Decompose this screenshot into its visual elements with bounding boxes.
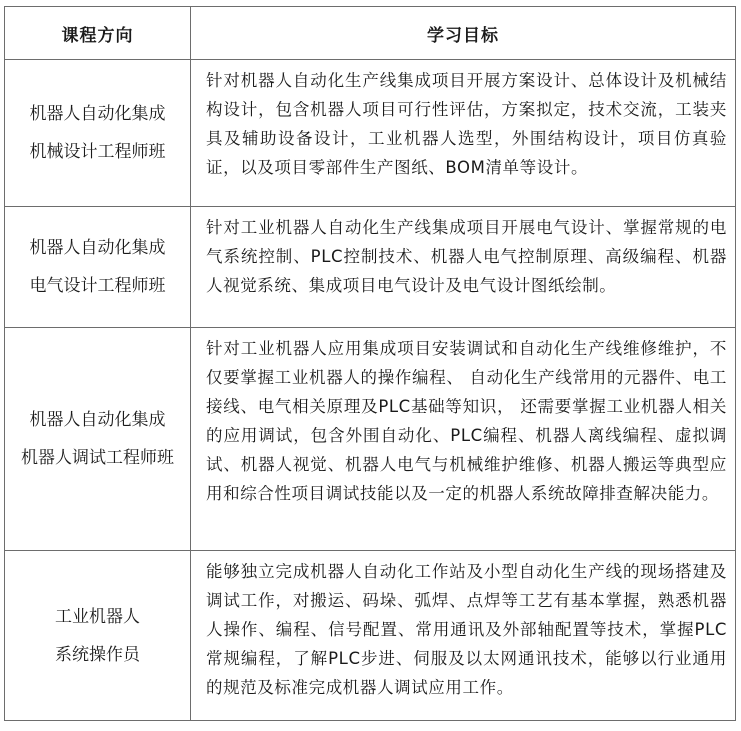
course-goal: 针对工业机器人应用集成项目安装调试和自动化生产线维修维护，不仅要掌握工业机器人的操作编程、 自动化生产线常用的元器件、电工接线、电气相关原理及PLC基础等知识， 还需要掌握工业机器人相关的应用调试，包含外围自动化、PLC编程、机器人离线编程、虚拟调试、机器人视觉、机器人电气与机械维护维修、机器人搬运等典型应用和综合性项目调试技能以及一定的机器人系统故障排查解决能力。	[206, 339, 727, 503]
header-goal: 学习目标	[427, 25, 499, 46]
course-goal: 针对机器人自动化生产线集成项目开展方案设计、总体设计及机械结构设计，包含机器人项目可行性评估，方案拟定，技术交流，工装夹具及辅助设备设计，工业机器人选型，外围结构设计，项目仿真验证，以及项目零部件生产图纸、BOM清单等设计。	[206, 71, 727, 177]
course-name: 工业机器人 系统操作员	[5, 551, 191, 720]
table-row	[5, 59, 735, 206]
course-table	[4, 6, 736, 721]
course-name: 机器人自动化集成 机器人调试工程师班	[5, 328, 191, 550]
table-header-row	[5, 7, 735, 59]
table-row	[5, 206, 735, 327]
table-row	[5, 550, 735, 720]
header-course: 课程方向	[5, 7, 191, 59]
table-row	[5, 327, 735, 550]
course-name: 机器人自动化集成 电气设计工程师班	[5, 207, 191, 327]
course-goal: 能够独立完成机器人自动化工作站及小型自动化生产线的现场搭建及调试工作，对搬运、码垛、弧焊、点焊等工艺有基本掌握，熟悉机器人操作、编程、信号配置、常用通讯及外部轴配置等技术，掌握PLC常规编程，了解PLC步进、伺服及以太网通讯技术，能够以行业通用的规范及标准完成机器人调试应用工作。	[206, 562, 727, 697]
course-goal: 针对工业机器人自动化生产线集成项目开展电气设计、掌握常规的电气系统控制、PLC控制技术、机器人电气控制原理、高级编程、机器人视觉系统、集成项目电气设计及电气设计图纸绘制。	[206, 218, 727, 295]
course-name: 机器人自动化集成 机械设计工程师班	[5, 60, 191, 206]
